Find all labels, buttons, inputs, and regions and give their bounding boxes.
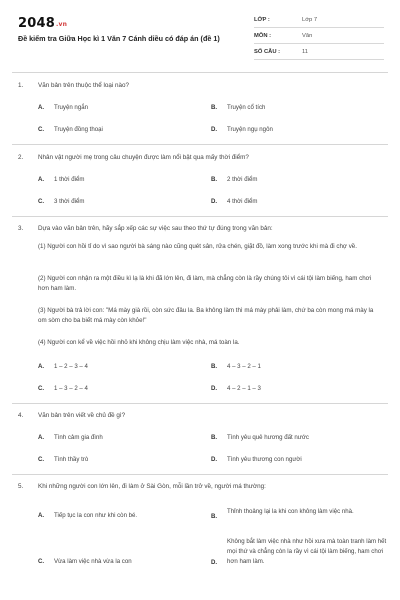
option-text: Truyện đồng thoại bbox=[54, 126, 103, 133]
option-text: 4 – 3 – 2 – 1 bbox=[227, 363, 261, 370]
option-letter: A. bbox=[38, 512, 45, 519]
option-letter: B. bbox=[211, 363, 218, 370]
statement-3: (3) Người bà trả lời con: "Má mày già rồi, còn sức đâu la. Ba không làm thì má mày phải làm, chứ ba còn mong má mày la om sòm cho ba biết má mày còn khỏe!" bbox=[38, 307, 374, 324]
option-text: 4 thời điểm bbox=[227, 198, 258, 205]
option-letter: C. bbox=[38, 456, 45, 463]
site-logo[interactable] bbox=[18, 16, 67, 31]
option-letter: D. bbox=[211, 198, 218, 205]
meta-label: LỚP : bbox=[254, 17, 270, 23]
option-letter: C. bbox=[38, 198, 45, 205]
option-letter: A. bbox=[38, 434, 45, 441]
logo-suffix: .vn bbox=[55, 21, 68, 28]
logo-text: 2048 bbox=[18, 16, 55, 31]
option-text: 1 – 3 – 2 – 4 bbox=[54, 385, 88, 392]
option-letter: B. bbox=[211, 513, 218, 520]
divider bbox=[12, 144, 388, 145]
option-text: Thỉnh thoảng lại la khi con không làm việc nhà. bbox=[227, 508, 354, 515]
option-letter: B. bbox=[211, 434, 218, 441]
meta-value: Lớp 7 bbox=[302, 17, 318, 23]
option-letter: C. bbox=[38, 558, 45, 565]
option-letter: B. bbox=[211, 104, 218, 111]
header bbox=[18, 12, 384, 64]
meta-label: MÔN : bbox=[254, 33, 272, 39]
option-text: Tình cảm gia đình bbox=[54, 434, 103, 441]
meta-value: Văn bbox=[302, 33, 313, 39]
option-letter: A. bbox=[38, 104, 45, 111]
statement-2: (2) Người con nhận ra một điều kì lạ là khi đã lớn lên, đi làm, mà chẳng còn là rầy chúng tôi vì cái tội làm biếng, ham chơi hơn ham làm. bbox=[38, 275, 372, 292]
option-text: 1 thời điểm bbox=[54, 176, 85, 183]
question-number: 5. bbox=[18, 483, 24, 490]
page-title: Đề kiểm tra Giữa Học kì 1 Văn 7 Cánh diều có đáp án (đề 1) bbox=[18, 34, 220, 43]
meta-value: 11 bbox=[302, 49, 309, 55]
option-letter: A. bbox=[38, 363, 45, 370]
divider bbox=[12, 216, 388, 217]
option-text: 1 – 2 – 3 – 4 bbox=[54, 363, 88, 370]
meta-table bbox=[254, 12, 384, 60]
option-letter: C. bbox=[38, 126, 45, 133]
option-text: 4 – 2 – 1 – 3 bbox=[227, 385, 261, 392]
option-text: Không bắt làm việc nhà như hồi xưa mà toàn tranh làm hết mọi thứ và chẳng còn la rầy vì cái tội làm biếng, ham chơi hơn ham làm. bbox=[227, 538, 387, 565]
divider bbox=[12, 72, 388, 73]
statement-1: (1) Người con hồi tỉ do vì sao người bà sáng nào cũng quét sân, rửa chén, giặt đồ, làm xong trước khi mà đi chợ về. bbox=[38, 243, 357, 250]
statement-4: (4) Người con kể về việc hồi nhỏ khi không chịu làm việc nhà, má toàn la. bbox=[38, 339, 240, 346]
question-number: 4. bbox=[18, 412, 24, 419]
option-text: Truyện ngụ ngôn bbox=[227, 126, 273, 133]
question-number: 1. bbox=[18, 82, 24, 89]
meta-row-subject bbox=[254, 28, 384, 44]
meta-row-class bbox=[254, 12, 384, 28]
question-number: 3. bbox=[18, 225, 24, 232]
question-text: Văn bản trên thuộc thể loại nào? bbox=[38, 82, 130, 89]
question-text: Dựa vào văn bản trên, hãy sắp xếp các sự việc sau theo thứ tự đúng trong văn bản: bbox=[38, 225, 273, 232]
option-text: Tình yêu quê hương đất nước bbox=[227, 434, 309, 441]
option-text: Tình yêu thương con người bbox=[227, 456, 302, 463]
option-text: Vừa làm việc nhà vừa la con bbox=[54, 558, 132, 565]
question-text: Văn bản trên viết về chủ đề gì? bbox=[38, 412, 126, 419]
option-letter: D. bbox=[211, 126, 218, 133]
option-text: 3 thời điểm bbox=[54, 198, 85, 205]
option-letter: C. bbox=[38, 385, 45, 392]
question-text: Khi những người con lớn lên, đi làm ở Sài Gòn, mỗi lần trở về, người má thường: bbox=[38, 483, 266, 490]
meta-row-count bbox=[254, 44, 384, 60]
meta-label: SỐ CÂU : bbox=[254, 49, 281, 55]
option-letter: D. bbox=[211, 559, 218, 566]
option-letter: D. bbox=[211, 456, 218, 463]
option-text: Tiếp tục la con như khi còn bé. bbox=[54, 512, 138, 519]
divider bbox=[12, 474, 388, 475]
option-text: Truyện ngắn bbox=[54, 104, 88, 111]
divider bbox=[12, 403, 388, 404]
option-letter: B. bbox=[211, 176, 218, 183]
question-number: 2. bbox=[18, 154, 24, 161]
option-text: 2 thời điểm bbox=[227, 176, 258, 183]
question-text: Nhân vật người mẹ trong câu chuyện được làm nổi bật qua mấy thời điểm? bbox=[38, 154, 249, 161]
option-letter: D. bbox=[211, 385, 218, 392]
option-text: Tình thầy trò bbox=[54, 456, 89, 463]
option-text: Truyện cổ tích bbox=[227, 104, 266, 111]
option-letter: A. bbox=[38, 176, 45, 183]
